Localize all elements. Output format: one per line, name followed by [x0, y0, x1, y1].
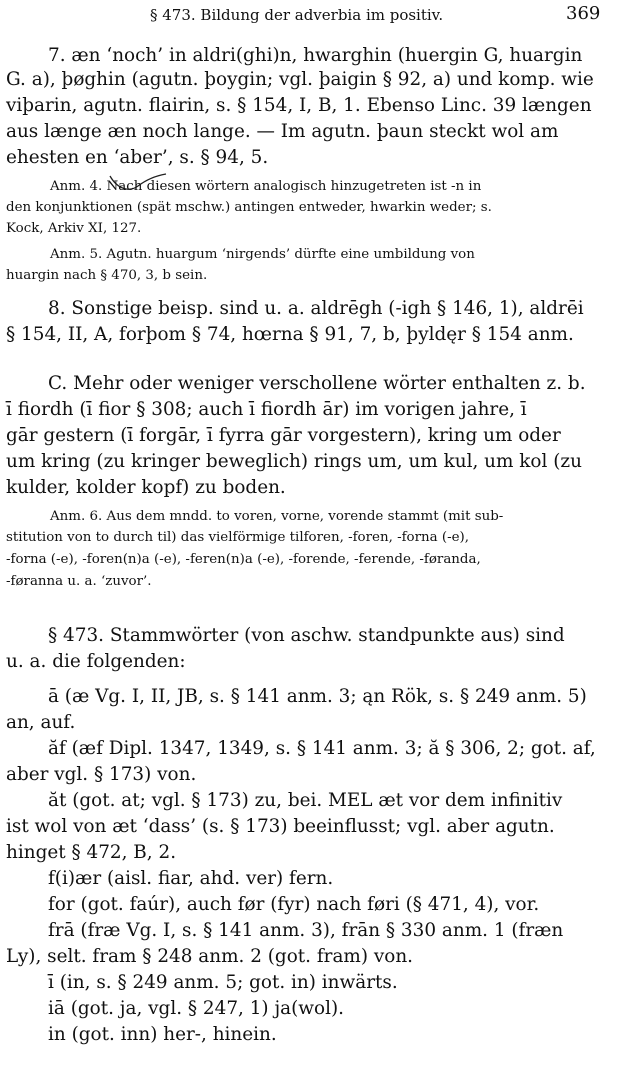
text-line: 7. æn ‘noch’ in aldri(ghi)n, hwarghin (huergin G, huargin — [48, 45, 583, 66]
text-line: ī fiordh (ī fior § 308; auch ī fiordh ār) im vorigen jahre, ī — [6, 399, 527, 420]
note-line: Anm. 6. Aus dem mndd. to voren, vorne, vorende stammt (mit sub- — [50, 509, 504, 524]
text-line: ehesten en ‘aber’, s. § 94, 5. — [6, 147, 269, 168]
note-line: -føranna u. a. ‘zuvor’. — [6, 574, 152, 589]
text-line: u. a. die folgenden: — [6, 651, 186, 672]
text-line: 8. Sonstige beisp. sind u. a. aldrēgh (-igh § 146, 1), aldrēi — [48, 298, 584, 319]
text-line: ist wol von æt ‘dass’ (s. § 173) beeinflusst; vgl. aber agutn. — [6, 816, 555, 837]
note-line: den konjunktionen (spät mschw.) antingen entweder, hwarkin weder; s. — [6, 200, 492, 215]
text-line: ā (æ Vg. I, II, JB, s. § 141 anm. 3; ąn Rök, s. § 249 anm. 5) — [48, 686, 587, 707]
text-line: in (got. inn) her-, hinein. — [48, 1024, 277, 1045]
text-line: aus længe æn noch lange. — Im agutn. þaun steckt wol am — [6, 121, 559, 142]
note-line: -forna (-e), -foren(n)a (-e), -feren(n)a (-e), -forende, -ferende, -føranda, — [6, 552, 481, 567]
note-line: Anm. 5. Agutn. huargum ‘nirgends’ dürfte eine umbildung von — [50, 247, 475, 262]
text-line: gār gestern (ī forgār, ī fyrra gār vorgestern), kring um oder — [6, 425, 561, 446]
text-line: hinget § 472, B, 2. — [6, 842, 177, 863]
running-title: § 473. Bildung der adverbia im positiv. — [150, 6, 444, 24]
text-line: Ly), selt. fram § 248 anm. 2 (got. fram) von. — [6, 946, 414, 967]
section-heading: § 473. Stammwörter (von aschw. standpunkte aus) sind — [48, 625, 565, 646]
text-line: ăt (got. at; vgl. § 173) zu, bei. MEL æt vor dem infinitiv — [48, 790, 563, 811]
note-line: Anm. 4. Nach diesen wörtern analogisch hinzugetreten ist -n in — [50, 179, 482, 194]
text-line: ī (in, s. § 249 anm. 5; got. in) inwärts. — [48, 972, 398, 993]
text-line: f(i)ær (aisl. fiar, ahd. ver) fern. — [48, 868, 334, 889]
note-line: huargin nach § 470, 3, b sein. — [6, 268, 208, 283]
text-line: G. a), þøghin (agutn. þoygin; vgl. þaigin § 92, a) und komp. wie — [6, 69, 594, 90]
text-line: um kring (zu kringer beweglich) rings um, um kul, um kol (zu — [6, 451, 582, 472]
text-line: an, auf. — [6, 712, 76, 733]
page-number: 369 — [566, 3, 601, 24]
note-line: Kock, Arkiv XI, 127. — [6, 221, 142, 236]
text-line: iā (got. ja, vgl. § 247, 1) ja(wol). — [48, 998, 345, 1019]
text-line: aber vgl. § 173) von. — [6, 764, 197, 785]
text-line: C. Mehr oder weniger verschollene wörter enthalten z. b. — [48, 373, 586, 394]
text-line: frā (fræ Vg. I, s. § 141 anm. 3), frān § 330 anm. 1 (fræn — [48, 920, 564, 941]
text-line: § 154, II, A, forþom § 74, hœrna § 91, 7, b, þyldęr § 154 anm. — [6, 324, 574, 345]
note-line: stitution von to durch til) das vielförmige tilforen, -foren, -forna (-e), — [6, 530, 470, 545]
text-line: for (got. faúr), auch før (fyr) nach føri (§ 471, 4), vor. — [48, 894, 540, 915]
text-line: ăf (æf Dipl. 1347, 1349, s. § 141 anm. 3; ă § 306, 2; got. af, — [48, 738, 596, 759]
text-line: viþarin, agutn. flairin, s. § 154, I, B, 1. Ebenso Linc. 39 længen — [6, 95, 592, 116]
text-line: kulder, kolder kopf) zu boden. — [6, 477, 286, 498]
